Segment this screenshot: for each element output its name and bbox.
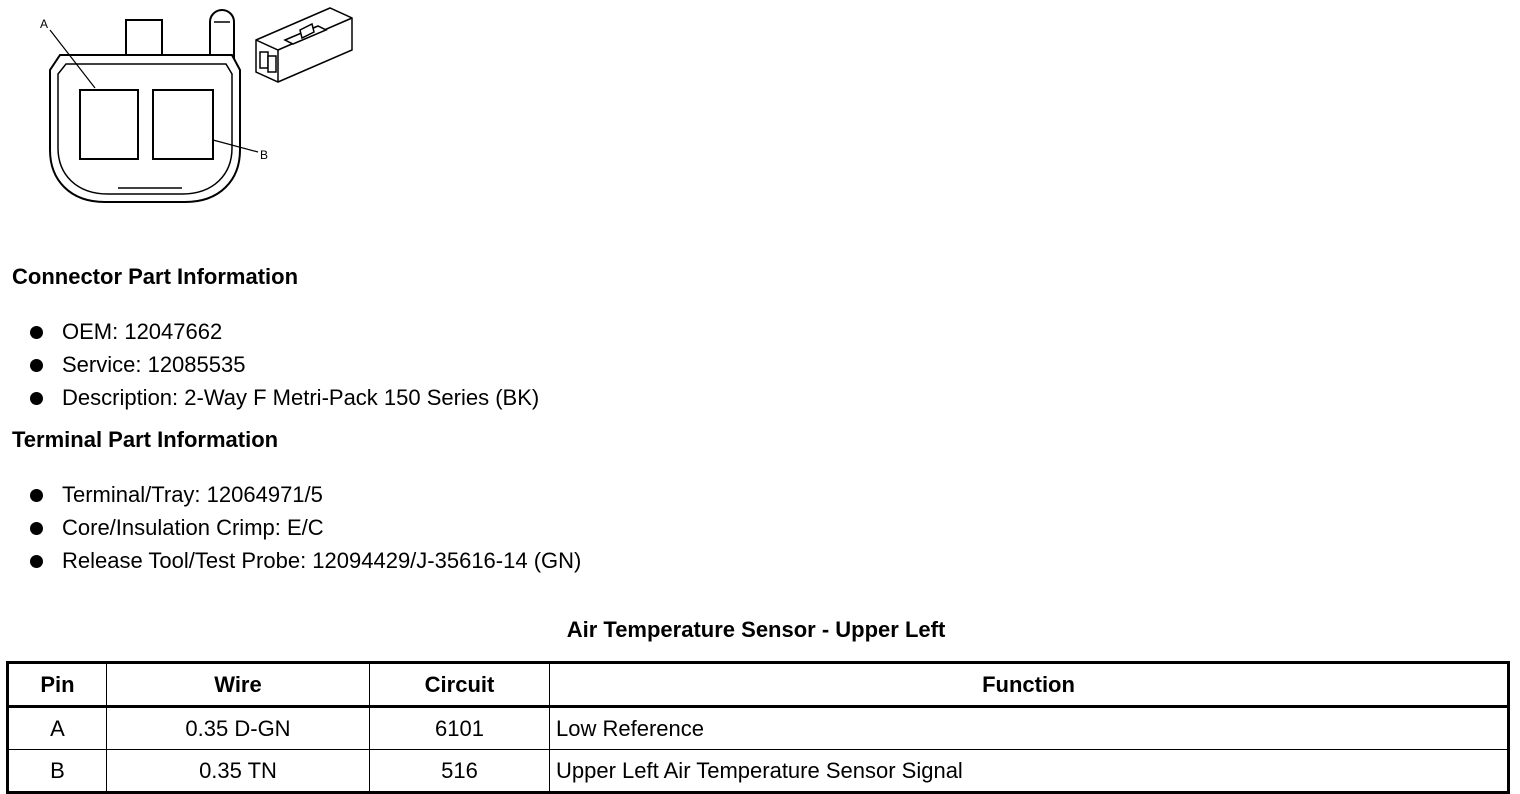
list-item-text: Core/Insulation Crimp: E/C	[62, 515, 324, 540]
column-header-wire: Wire	[107, 663, 370, 707]
terminal-part-info-heading: Terminal Part Information	[12, 427, 279, 452]
bullet-icon	[30, 326, 43, 339]
column-header-circuit: Circuit	[370, 663, 550, 707]
pin-label-b: B	[260, 148, 269, 162]
table-row	[8, 707, 1509, 750]
bullet-icon	[30, 555, 43, 568]
cell-pin: B	[8, 750, 107, 793]
bullet-icon	[30, 392, 43, 405]
list-item-text: Description: 2-Way F Metri-Pack 150 Series (BK)	[62, 385, 540, 410]
table-row	[8, 750, 1509, 793]
bullet-icon	[30, 359, 43, 372]
pin-label-a: A	[40, 17, 49, 31]
cell-circuit: 6101	[370, 707, 550, 750]
cell-function: Low Reference	[550, 707, 1509, 750]
connector-diagram	[0, 0, 380, 215]
cell-wire: 0.35 D-GN	[107, 707, 370, 750]
list-item-text: OEM: 12047662	[62, 319, 223, 344]
pinout-table	[6, 661, 1510, 794]
cavity-a	[80, 90, 138, 159]
table-title: Air Temperature Sensor - Upper Left	[566, 617, 946, 642]
list-item-text: Terminal/Tray: 12064971/5	[62, 482, 323, 507]
connector-part-info-list	[28, 318, 539, 417]
connector-part-info-heading: Connector Part Information	[12, 264, 299, 289]
list-item	[28, 547, 581, 580]
cell-function: Upper Left Air Temperature Sensor Signal	[550, 750, 1509, 793]
column-header-pin: Pin	[8, 663, 107, 707]
bullet-icon	[30, 489, 43, 502]
list-item	[28, 514, 581, 547]
cell-circuit: 516	[370, 750, 550, 793]
list-item-text: Service: 12085535	[62, 352, 246, 377]
list-item-text: Release Tool/Test Probe: 12094429/J-35616-14 (GN)	[62, 548, 582, 573]
table-header-row	[8, 663, 1509, 707]
connector-isometric-view	[256, 8, 352, 82]
column-header-function: Function	[550, 663, 1509, 707]
list-item	[28, 351, 539, 384]
cavity-b	[153, 90, 213, 159]
terminal-part-info-list	[28, 481, 581, 580]
cell-pin: A	[8, 707, 107, 750]
list-item	[28, 384, 539, 417]
bullet-icon	[30, 522, 43, 535]
list-item	[28, 318, 539, 351]
cell-wire: 0.35 TN	[107, 750, 370, 793]
list-item	[28, 481, 581, 514]
